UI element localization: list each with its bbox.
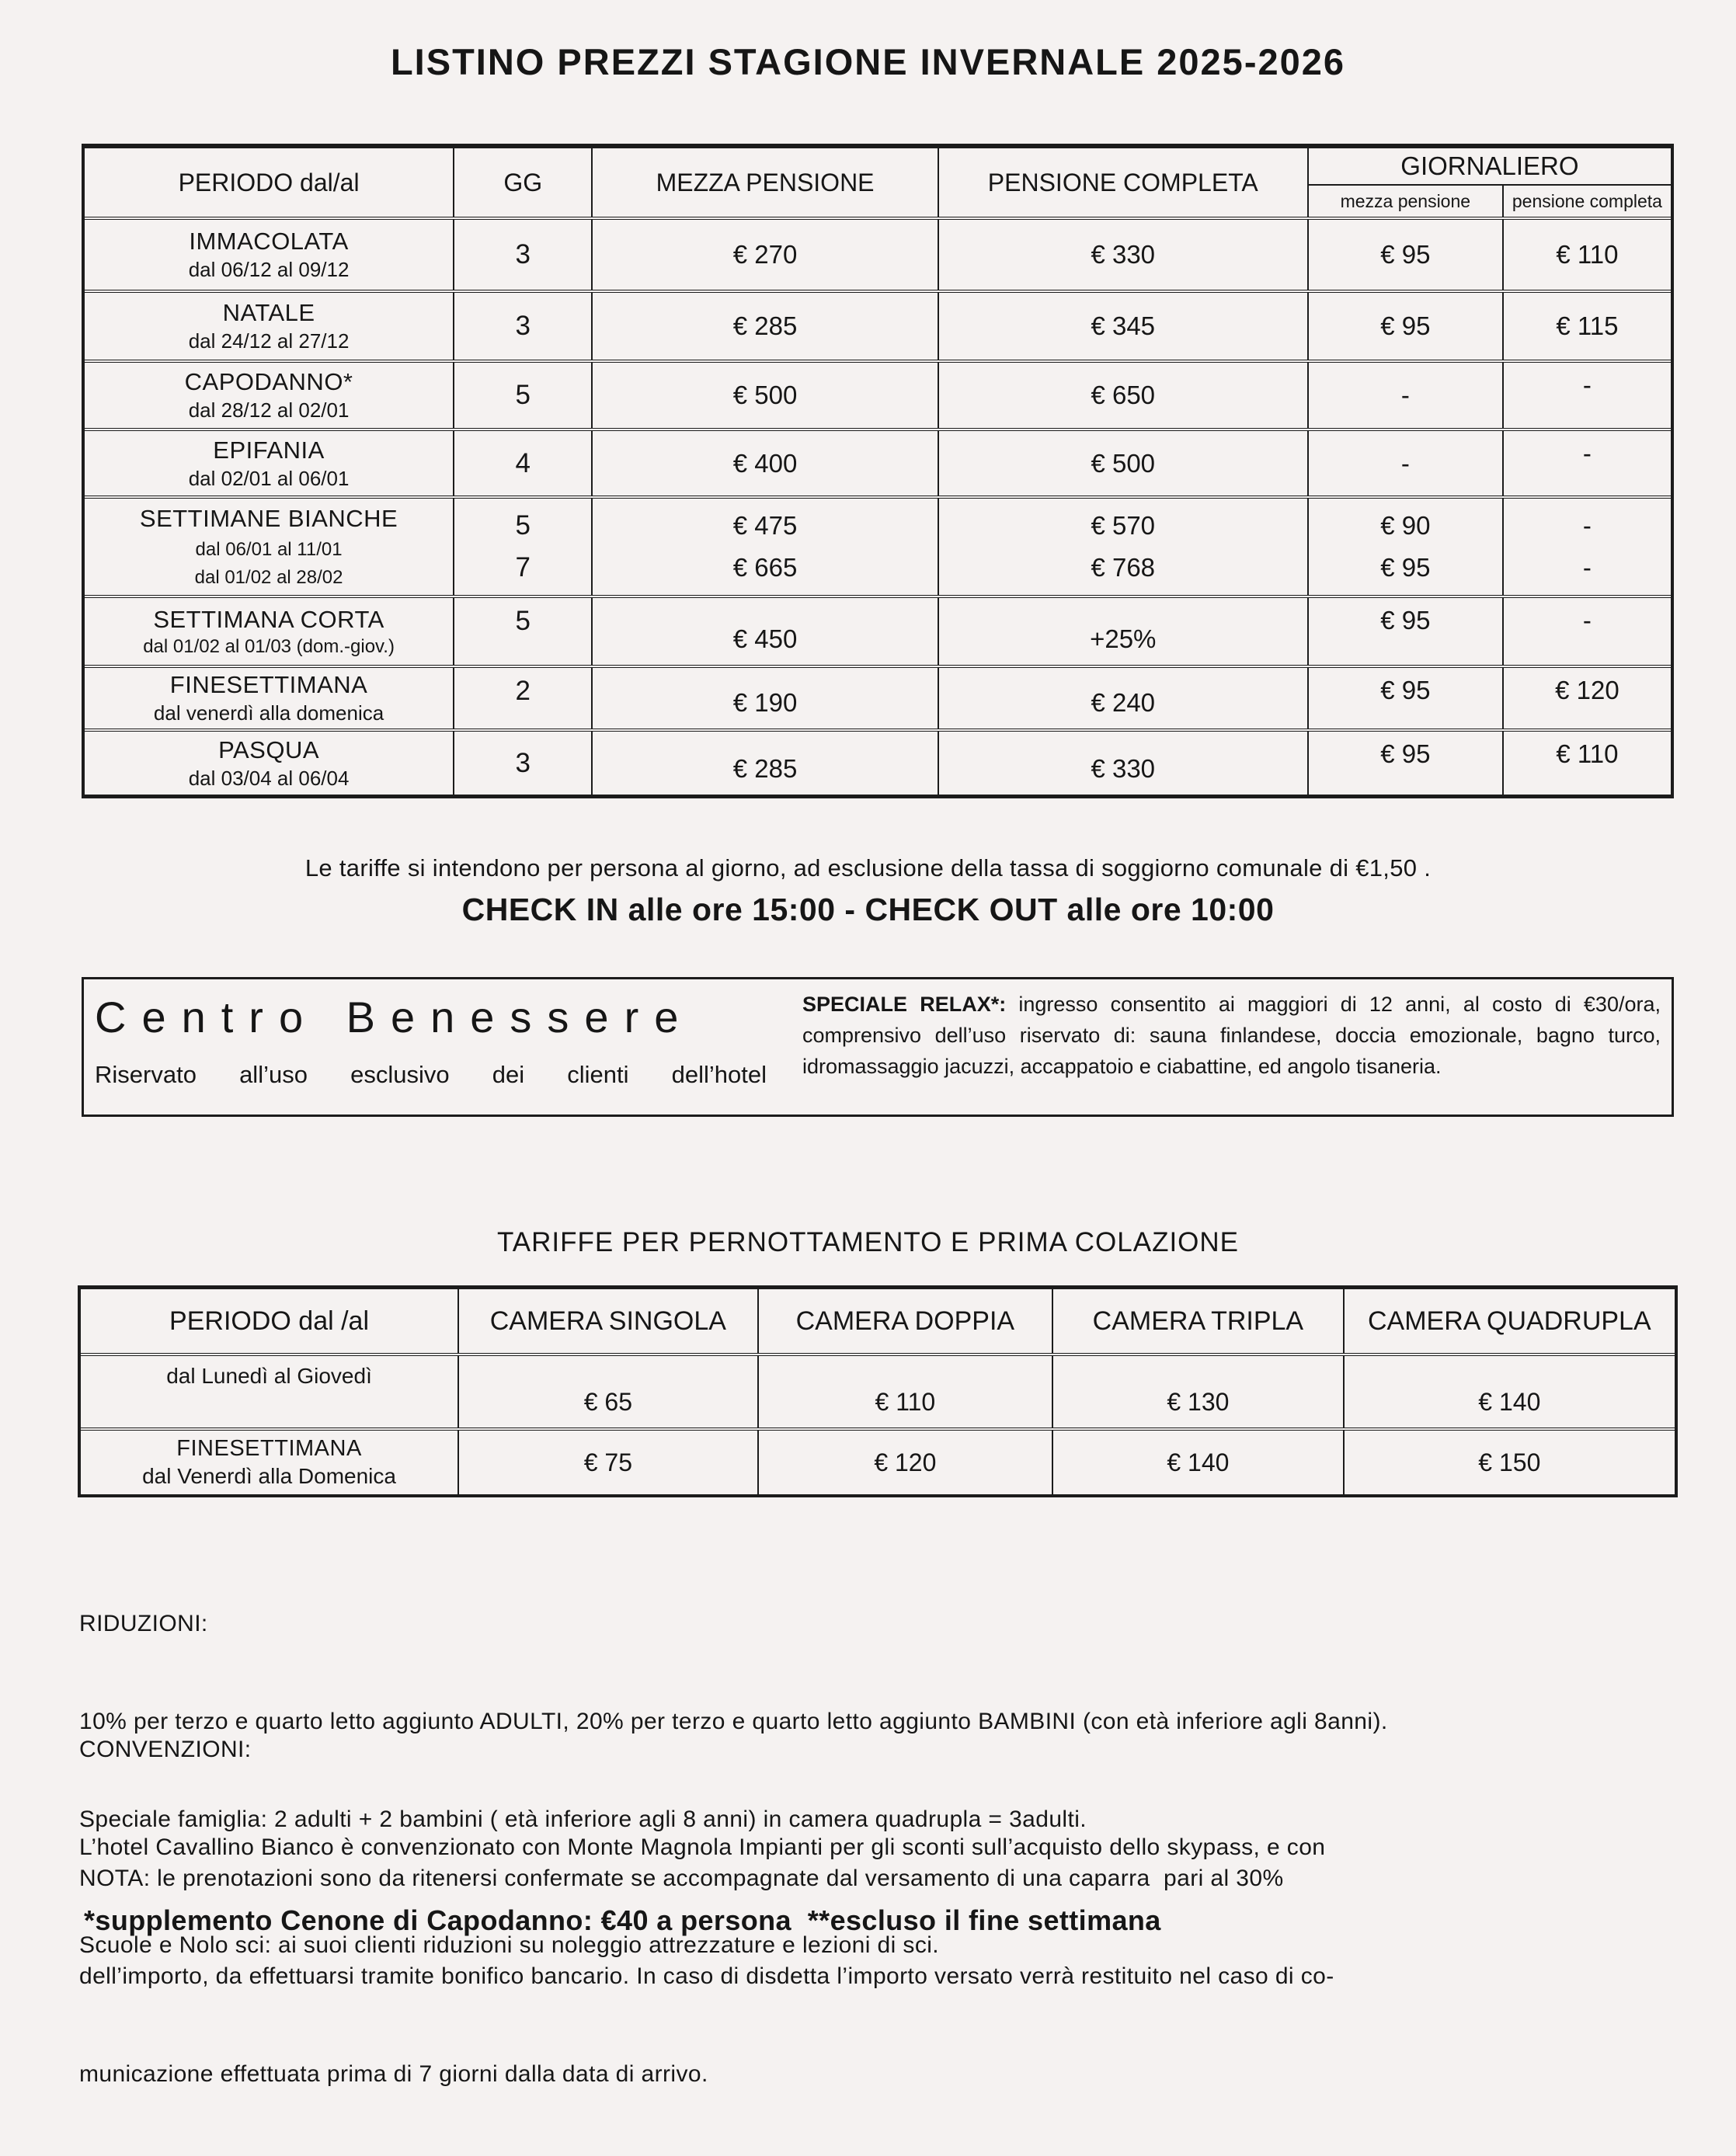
period-dates: dal 01/02 al 01/03 (dom.-giov.): [143, 635, 395, 657]
table-row-finesettimana: [85, 665, 1671, 729]
price-mezza: € 400: [593, 431, 938, 496]
table-row-capodanno: [85, 360, 1671, 428]
table-row-epifania: [85, 428, 1671, 496]
period-dates: dal Venerdì alla Domenica: [142, 1464, 396, 1488]
table-row-pasqua: [85, 729, 1671, 795]
price-singola: € 75: [459, 1431, 759, 1494]
nota-line: municazione effettuata prima di 7 giorni dalla data di arrivo.: [79, 2061, 708, 2087]
period-cell: [85, 220, 454, 290]
price-mezza: € 270: [593, 220, 938, 290]
riduzioni-line: 10% per terzo e quarto letto aggiunto ADULTI, 20% per terzo e quarto letto aggiunto BAMBINI (con età inferiore agli 8anni).: [79, 1709, 1388, 1734]
table-row-lun-gio: [81, 1356, 1675, 1427]
header-camera-quadrupla: CAMERA QUADRUPLA: [1368, 1306, 1651, 1336]
price-giornaliero-completa: € 120: [1555, 676, 1619, 704]
price-giornaliero-completa: -: [1582, 439, 1592, 468]
price-mezza: € 285: [593, 293, 938, 360]
gg-value: 5: [454, 363, 593, 428]
price-mezza: € 500: [593, 363, 938, 428]
season-price-table: [82, 144, 1674, 798]
price-giornaliero-completa: € 110: [1556, 240, 1619, 269]
price-singola: € 65: [459, 1356, 759, 1427]
season-table-header: [85, 148, 1671, 220]
nota-line: NOTA: le prenotazioni sono da ritenersi confermate se accompagnate dal versamento di una caparra pari al 30%: [79, 1866, 1284, 1891]
price-giornaliero-mezza: € 95: [1309, 220, 1504, 290]
breakfast-table: [78, 1285, 1678, 1497]
centro-benessere-subtitle: Riservato all’uso esclusivo dei clienti dell’hotel: [95, 1061, 767, 1088]
price-tripla: € 140: [1053, 1431, 1345, 1494]
price-mezza: € 450: [593, 598, 938, 665]
header-giornaliero-mezza: mezza pensione: [1309, 186, 1504, 217]
price-giornaliero-completa: - -: [1582, 511, 1592, 582]
period-dates: dal 06/01 al 11/01: [195, 539, 343, 560]
price-giornaliero-mezza: € 95: [1309, 732, 1504, 795]
riduzioni-line: Speciale famiglia: 2 adulti + 2 bambini ( età inferiore agli 8 anni) in camera quadrupla = 3adulti.: [79, 1807, 1087, 1832]
table-row-immacolata: [85, 220, 1671, 290]
period-name: EPIFANIA: [213, 436, 325, 464]
period-cell: [85, 499, 454, 595]
centro-benessere-title: Centro Benessere: [95, 993, 694, 1041]
period-cell: [81, 1431, 459, 1494]
period-cell: dal Lunedì al Giovedì: [81, 1356, 459, 1427]
price-mezza: € 475 € 665: [593, 499, 938, 595]
gg-value: 3: [454, 732, 593, 795]
period-name: SETTIMANE BIANCHE: [139, 505, 398, 532]
period-dates: dal 06/12 al 09/12: [188, 258, 350, 281]
price-completa: € 330: [939, 732, 1309, 795]
riduzioni-title: RIDUZIONI:: [79, 1611, 208, 1636]
nota-section: [79, 1797, 1683, 2156]
checkin-checkout-note: CHECK IN alle ore 15:00 - CHECK OUT alle ore 10:00: [461, 892, 1275, 927]
price-giornaliero-completa: € 110: [1556, 739, 1619, 768]
gg-value: 2: [454, 668, 593, 729]
period-cell: [85, 732, 454, 795]
period-dates: dal 03/04 al 06/04: [188, 766, 350, 790]
table-row-settimana-corta: [85, 595, 1671, 665]
period-cell: [85, 363, 454, 428]
price-giornaliero-completa: -: [1582, 606, 1592, 635]
period-name: CAPODANNO*: [184, 368, 353, 395]
period-dates: dal 28/12 al 02/01: [188, 398, 350, 422]
table-row-settimane-bianche: [85, 496, 1671, 595]
page-title: LISTINO PREZZI STAGIONE INVERNALE 2025-2026: [390, 41, 1346, 82]
centro-benessere-left: [84, 979, 771, 1115]
header-pensione-completa: PENSIONE COMPLETA: [939, 148, 1309, 217]
period-name: IMMACOLATA: [189, 228, 349, 255]
price-giornaliero-mezza: € 95: [1309, 598, 1504, 665]
header-camera-doppia: CAMERA DOPPIA: [759, 1289, 1054, 1353]
gg-value: 5: [454, 598, 593, 665]
header-giornaliero: GIORNALIERO: [1309, 148, 1671, 186]
header-gg: GG: [454, 148, 593, 217]
header-camera-tripla: CAMERA TRIPLA: [1053, 1289, 1345, 1353]
price-mezza: € 190: [593, 668, 938, 729]
price-completa: € 570 € 768: [939, 499, 1309, 595]
price-completa: € 500: [939, 431, 1309, 496]
header-giornaliero-completa: pensione completa: [1512, 190, 1662, 211]
price-giornaliero-mezza: € 95: [1309, 668, 1504, 729]
period-name: FINESETTIMANA: [176, 1436, 362, 1461]
gg-value: 4: [454, 431, 593, 496]
tariffe-note: Le tariffe si intendono per persona al giorno, ad esclusione della tassa di soggiorno comunale di €1,50 .: [304, 854, 1432, 882]
period-cell: [85, 598, 454, 665]
period-cell: [85, 668, 454, 729]
table-row-finesettimana-bb: [81, 1427, 1675, 1494]
price-completa: € 330: [939, 220, 1309, 290]
price-completa: € 240: [939, 668, 1309, 729]
price-giornaliero-mezza: € 95: [1309, 293, 1504, 360]
price-doppia: € 110: [759, 1356, 1054, 1427]
price-quadrupla: € 140: [1478, 1387, 1541, 1416]
price-doppia: € 120: [759, 1431, 1054, 1494]
period-dates: dal 24/12 al 27/12: [188, 329, 350, 353]
price-quadrupla: € 150: [1478, 1448, 1541, 1476]
price-completa: € 345: [939, 293, 1309, 360]
speciale-relax-body: ingresso consentito ai maggiori di 12 anni, al costo di €30/ora, comprensivo dell’uso riservato di: sauna finlandese, doccia emozionale, bagno turco, idromassaggio jacuzzi, accappatoio e ciabattine, ed angolo tisaneria.: [802, 993, 1661, 1078]
price-tripla: € 130: [1053, 1356, 1345, 1427]
nota-line: dell’importo, da effettuarsi tramite bonifico bancario. In caso di disdetta l’importo versato verrà restituito nel caso di co-: [79, 1963, 1334, 1989]
breakfast-table-title: TARIFFE PER PERNOTTAMENTO E PRIMA COLAZIONE: [496, 1227, 1240, 1257]
period-name: FINESETTIMANA: [169, 671, 368, 698]
table-row-natale: [85, 290, 1671, 360]
supplements-footer: *supplemento Cenone di Capodanno: €40 a persona **escluso il fine settimana: [84, 1904, 1161, 1936]
speciale-relax-label: SPECIALE RELAX*:: [802, 993, 1007, 1016]
gg-value: 5 7: [454, 499, 593, 595]
header-periodo: PERIODO dal/al: [85, 148, 454, 217]
convenzioni-line: L’hotel Cavallino Bianco è convenzionato con Monte Magnola Impianti per gli sconti sull’acquisto dello skypass, e con: [79, 1834, 1326, 1860]
period-dates: dal 01/02 al 28/02: [194, 567, 343, 588]
header-camera-singola: CAMERA SINGOLA: [459, 1289, 759, 1353]
price-giornaliero-completa: -: [1582, 370, 1592, 399]
period-dates: dal venerdì alla domenica: [153, 701, 384, 725]
convenzioni-line: Scuole e Nolo sci: ai suoi clienti riduzioni su noleggio attrezzature e lezioni di sci.: [79, 1932, 940, 1958]
gg-value: 3: [454, 293, 593, 360]
period-cell: [85, 431, 454, 496]
header-periodo: PERIODO dal /al: [81, 1289, 459, 1353]
period-dates: dal 02/01 al 06/01: [188, 466, 350, 490]
breakfast-table-header: [81, 1289, 1675, 1356]
header-mezza-pensione: MEZZA PENSIONE: [593, 148, 938, 217]
price-mezza: € 285: [593, 732, 938, 795]
period-cell: [85, 293, 454, 360]
speciale-relax-text: [771, 979, 1672, 1115]
price-giornaliero-completa: € 115: [1556, 311, 1619, 340]
period-name: NATALE: [222, 299, 315, 326]
price-giornaliero-mezza: -: [1309, 431, 1504, 496]
price-giornaliero-mezza: -: [1309, 363, 1504, 428]
gg-value: 3: [454, 220, 593, 290]
price-completa: € 650: [939, 363, 1309, 428]
period-name: PASQUA: [218, 735, 320, 763]
centro-benessere-box: [82, 977, 1674, 1117]
price-completa: +25%: [939, 598, 1309, 665]
period-name: SETTIMANA CORTA: [153, 605, 384, 633]
price-giornaliero-mezza: € 90 € 95: [1309, 499, 1504, 595]
convenzioni-title: CONVENZIONI:: [79, 1737, 252, 1762]
